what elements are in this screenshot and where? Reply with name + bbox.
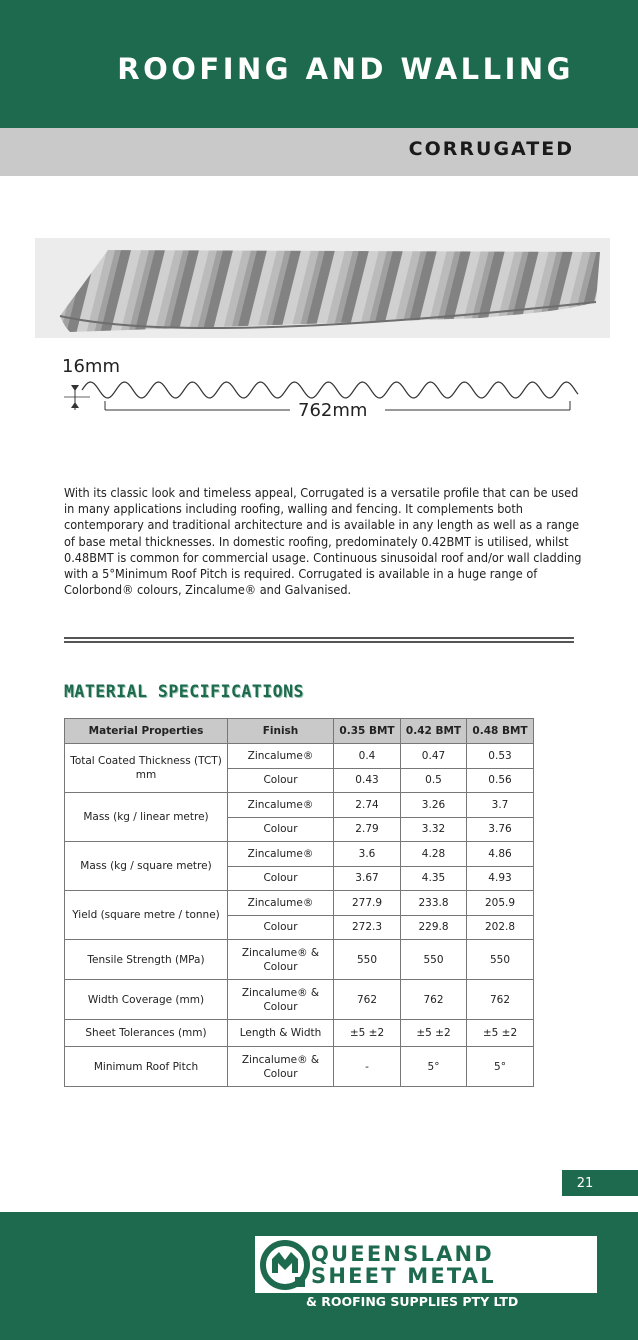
column-header: 0.35 BMT: [334, 719, 401, 744]
value-cell: 0.43: [334, 768, 401, 793]
value-cell: 3.6: [334, 842, 401, 867]
value-cell: 762: [467, 980, 534, 1020]
product-title: CORRUGATED: [408, 138, 574, 160]
specs-header-row: [65, 719, 534, 744]
table-row: [65, 891, 534, 916]
page-title: ROOFING AND WALLING: [117, 52, 574, 86]
value-cell: ±5 ±2: [401, 1020, 467, 1047]
table-row: [65, 980, 534, 1020]
table-row: [65, 1020, 534, 1047]
width-label: 762mm: [298, 400, 368, 421]
value-cell: 3.76: [467, 817, 534, 842]
company-logo: [255, 1236, 597, 1293]
finish-cell: Zincalume®: [228, 842, 334, 867]
value-cell: 2.74: [334, 793, 401, 818]
finish-cell: Zincalume®: [228, 744, 334, 769]
value-cell: 5°: [467, 1047, 534, 1087]
table-row: [65, 1047, 534, 1087]
column-header: 0.42 BMT: [401, 719, 467, 744]
value-cell: 0.5: [401, 768, 467, 793]
value-cell: 550: [467, 940, 534, 980]
page-number: 21: [562, 1170, 608, 1196]
column-header: Finish: [228, 719, 334, 744]
qsm-logo-icon: [259, 1239, 311, 1291]
value-cell: 0.53: [467, 744, 534, 769]
value-cell: 272.3: [334, 915, 401, 940]
value-cell: 2.79: [334, 817, 401, 842]
specs-heading: MATERIAL SPECIFICATIONS: [64, 682, 304, 701]
divider-rule-bottom: [64, 641, 574, 643]
property-cell: Sheet Tolerances (mm): [65, 1020, 228, 1047]
divider-rule-top: [64, 637, 574, 639]
finish-cell: Colour: [228, 866, 334, 891]
table-row: [65, 744, 534, 769]
value-cell: 762: [401, 980, 467, 1020]
finish-cell: Zincalume® & Colour: [228, 940, 334, 980]
value-cell: -: [334, 1047, 401, 1087]
value-cell: 205.9: [467, 891, 534, 916]
value-cell: 4.28: [401, 842, 467, 867]
value-cell: 202.8: [467, 915, 534, 940]
property-cell: Yield (square metre / tonne): [65, 891, 228, 940]
logo-line-2: SHEET METAL: [311, 1264, 496, 1288]
value-cell: 4.35: [401, 866, 467, 891]
finish-cell: Zincalume® & Colour: [228, 1047, 334, 1087]
finish-cell: Colour: [228, 817, 334, 842]
value-cell: 0.56: [467, 768, 534, 793]
product-description: With its classic look and timeless appeal, Corrugated is a versatile profile that can be used in many applications including roofing, walling and fencing. It complements both contemporary and traditional architecture and is available in any length as well as a range of base metal thicknesses. In domestic roofing, predominately 0.42BMT is utilised, whilst 0.48BMT is common for commercial usage. Continuous sinusoidal roof and/or wall cladding with a 5°Minimum Roof Pitch is required. Corrugated is available in a huge range of Colorbond® colours, Zincalume® and Galvanised.: [64, 485, 582, 598]
value-cell: 3.32: [401, 817, 467, 842]
value-cell: 0.47: [401, 744, 467, 769]
value-cell: 550: [334, 940, 401, 980]
column-header: Material Properties: [65, 719, 228, 744]
company-tagline: & ROOFING SUPPLIES PTY LTD: [306, 1294, 519, 1309]
header-band: [0, 0, 638, 128]
finish-cell: Colour: [228, 915, 334, 940]
table-row: [65, 793, 534, 818]
finish-cell: Zincalume® & Colour: [228, 980, 334, 1020]
value-cell: 5°: [401, 1047, 467, 1087]
height-label: 16mm: [62, 356, 120, 377]
finish-cell: Zincalume®: [228, 891, 334, 916]
value-cell: 233.8: [401, 891, 467, 916]
specs-table: [64, 718, 534, 1087]
property-cell: Width Coverage (mm): [65, 980, 228, 1020]
property-cell: Mass (kg / linear metre): [65, 793, 228, 842]
subtitle-band: [0, 128, 638, 176]
value-cell: ±5 ±2: [334, 1020, 401, 1047]
profile-wave: [82, 382, 578, 398]
property-cell: Mass (kg / square metre): [65, 842, 228, 891]
finish-cell: Length & Width: [228, 1020, 334, 1047]
value-cell: 550: [401, 940, 467, 980]
property-cell: Minimum Roof Pitch: [65, 1047, 228, 1087]
value-cell: 762: [334, 980, 401, 1020]
value-cell: 4.86: [467, 842, 534, 867]
value-cell: 3.26: [401, 793, 467, 818]
height-arrow-top-icon: [71, 385, 79, 391]
value-cell: 3.67: [334, 866, 401, 891]
height-arrow-bottom-icon: [71, 402, 79, 408]
table-row: [65, 842, 534, 867]
value-cell: 4.93: [467, 866, 534, 891]
value-cell: 229.8: [401, 915, 467, 940]
value-cell: 277.9: [334, 891, 401, 916]
value-cell: 0.4: [334, 744, 401, 769]
table-row: [65, 940, 534, 980]
finish-cell: Zincalume®: [228, 793, 334, 818]
logo-line-1: QUEENSLAND: [311, 1242, 494, 1266]
profile-illustration: [0, 230, 638, 440]
column-header: 0.48 BMT: [467, 719, 534, 744]
finish-cell: Colour: [228, 768, 334, 793]
value-cell: 3.7: [467, 793, 534, 818]
property-cell: Tensile Strength (MPa): [65, 940, 228, 980]
property-cell: Total Coated Thickness (TCT) mm: [65, 744, 228, 793]
value-cell: ±5 ±2: [467, 1020, 534, 1047]
